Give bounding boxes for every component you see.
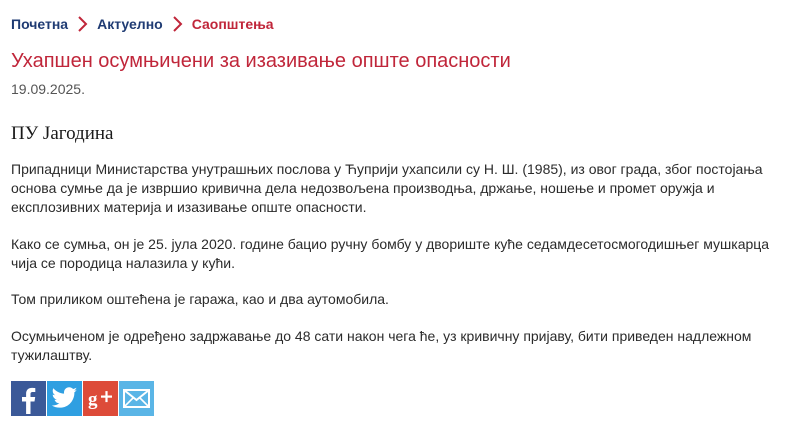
article-date: 19.09.2025.: [11, 81, 85, 97]
article-paragraph: Том приликом оштећена је гаража, као и два аутомобила.: [11, 291, 389, 307]
chevron-right-icon: [170, 14, 186, 34]
chevron-right-icon: [75, 14, 91, 34]
facebook-icon: [11, 381, 46, 416]
email-icon: [119, 381, 154, 416]
breadcrumb-section-link[interactable]: Актуелно: [97, 16, 163, 32]
twitter-icon: [47, 381, 82, 416]
police-station-heading: ПУ Јагодина: [11, 123, 114, 144]
share-google-plus-button[interactable]: [83, 381, 118, 416]
article-paragraph: Како се сумња, он је 25. јула 2020. године бацио ручну бомбу у двориште куће седамдесетосмогодишњег мушкарца чија се породица налазила у кући.: [11, 236, 770, 271]
article-title: Ухапшен осумњичени за изазивање опште опасности: [11, 50, 511, 72]
google-plus-icon: [83, 381, 118, 416]
article-paragraph: Осумњиченом је одређено задржавање до 48 сати након чега ће, уз кривичну пријаву, бити приведен надлежном тужилаштву.: [11, 328, 752, 363]
share-bar: [11, 381, 154, 416]
share-facebook-button[interactable]: [11, 381, 46, 416]
article-paragraph: Припадници Министарства унутрашњих послова у Ћуприји ухапсили су Н. Ш. (1985), из овог града, због постојања основа сумње да је извршио кривична дела недозвољена производња, држање, ношење и промет оружја и експлозивних материја и изазивање опште опасности.: [11, 161, 763, 215]
breadcrumb: [11, 14, 274, 34]
share-twitter-button[interactable]: [47, 381, 82, 416]
svg-text:g: g: [88, 389, 98, 410]
breadcrumb-home-link[interactable]: Почетна: [11, 16, 69, 32]
share-email-button[interactable]: [119, 381, 154, 416]
breadcrumb-current: Саопштења: [191, 16, 274, 32]
